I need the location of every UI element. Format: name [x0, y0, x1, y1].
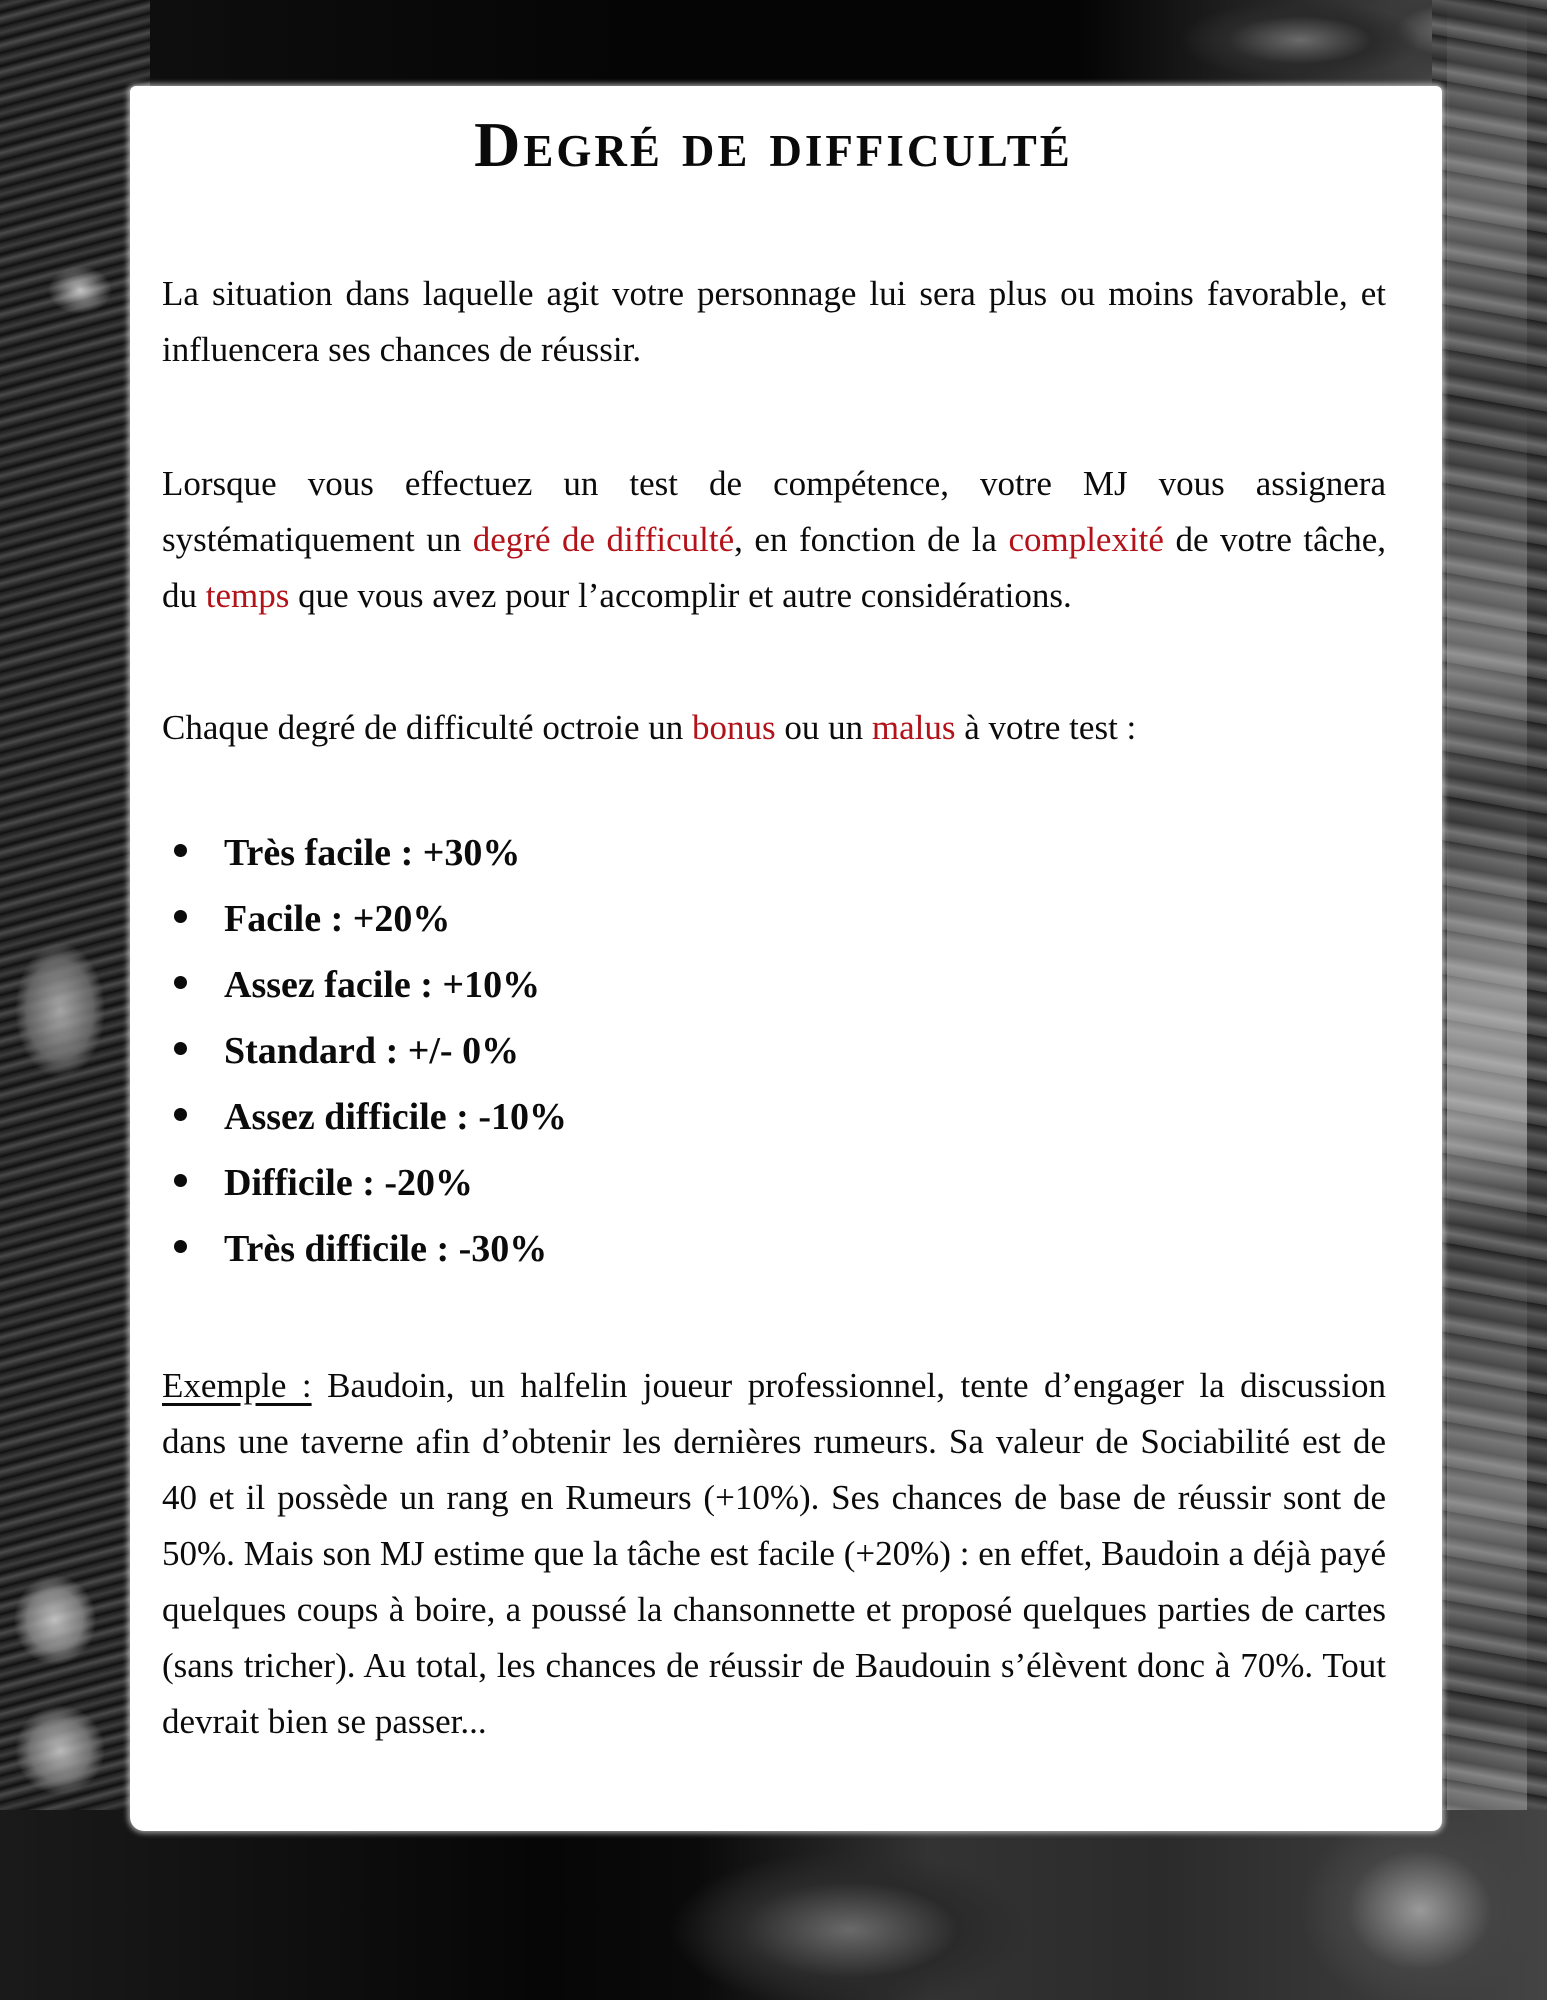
weapons-illustration [1447, 0, 1527, 2000]
list-item: Facile : +20% [162, 886, 1386, 952]
difficulty-label: Assez facile [224, 964, 411, 1006]
difficulty-modifier: -30% [458, 1228, 548, 1270]
example-label: Exemple : [162, 1366, 312, 1405]
bullet-icon [174, 1042, 187, 1055]
list-item: Très difficile : -30% [162, 1216, 1386, 1282]
bullet-icon [174, 1174, 187, 1187]
border-illustration-top [0, 0, 1547, 90]
content-body [162, 266, 1386, 1750]
text-run: de votre tâche, du [162, 520, 1387, 615]
list-item: Difficile : -20% [162, 1150, 1386, 1216]
difficulty-modifier: -10% [478, 1096, 567, 1138]
bonus-malus-line [162, 700, 1386, 756]
example-text: Baudoin, un halfelin joueur professionnel, tente d’engager la discussion dans une taverne afin d’obtenir les dernières rumeurs. Sa valeur de Sociabilité est de 40 et il possède un rang en Rumeurs (+10%). Ses chances de base de réussir sont de 50%. Mais son MJ estime que la tâche est facile (+20%) : en effet, Baudoin a déjà payé quelques coups à boire, a poussé la chansonnette et proposé quelques parties de cartes (sans tricher). Au total, les chances de réussir de Baudouin s’élèvent donc à 70%. Tout devrait bien se passer... [162, 1366, 1386, 1741]
difficulty-modifier: +10% [442, 964, 541, 1006]
difficulty-modifier: -20% [384, 1162, 474, 1204]
list-item: Standard : +/- 0% [162, 1018, 1386, 1084]
bullet-icon [174, 844, 187, 857]
difficulty-label: Standard [224, 1030, 377, 1072]
text-run: Lorsque vous effectuez un test de compétence, votre MJ vous assignera systématiquement un [162, 464, 1386, 559]
text-run: à votre test : [955, 708, 1137, 747]
difficulty-modifier: +30% [422, 832, 521, 874]
bullet-icon [174, 976, 187, 989]
text-run: Chaque degré de difficulté octroie un [162, 708, 692, 747]
list-item: Assez difficile : -10% [162, 1084, 1386, 1150]
difficulty-label: Facile [224, 898, 322, 940]
bullet-icon [174, 910, 187, 923]
skull-pile-illustration [0, 0, 150, 2000]
difficulty-modifier: +20% [352, 898, 451, 940]
explanation-paragraph [162, 456, 1386, 624]
page-title: Degré de difficulté [474, 109, 1073, 180]
text-run: ou un [775, 708, 872, 747]
intro-paragraph: La situation dans laquelle agit votre personnage lui sera plus ou moins favorable, et influencera ses chances de réussir. [162, 274, 1386, 369]
highlight-bonus: bonus [692, 708, 776, 747]
highlight-degre-de-difficulte: degré de difficulté [472, 520, 735, 559]
bullet-icon [174, 1240, 187, 1253]
text-run: , en fonction de la [734, 520, 1009, 559]
border-illustration-bottom [0, 1810, 1547, 2000]
list-item: Très facile : +30% [162, 820, 1386, 886]
list-item: Assez facile : +10% [162, 952, 1386, 1018]
example-paragraph [162, 1358, 1386, 1750]
difficulty-label: Très difficile [224, 1228, 427, 1270]
difficulty-list [162, 820, 1386, 1282]
highlight-malus: malus [871, 708, 956, 747]
highlight-complexite: complexité [1008, 520, 1164, 559]
text-run: que vous avez pour l’accomplir et autre considérations. [289, 576, 1072, 615]
highlight-temps: temps [205, 576, 290, 615]
difficulty-label: Difficile [224, 1162, 353, 1204]
difficulty-label: Assez difficile [224, 1096, 447, 1138]
difficulty-modifier: +/- 0% [407, 1030, 520, 1072]
bullet-icon [174, 1108, 187, 1121]
difficulty-label: Très facile [224, 832, 392, 874]
